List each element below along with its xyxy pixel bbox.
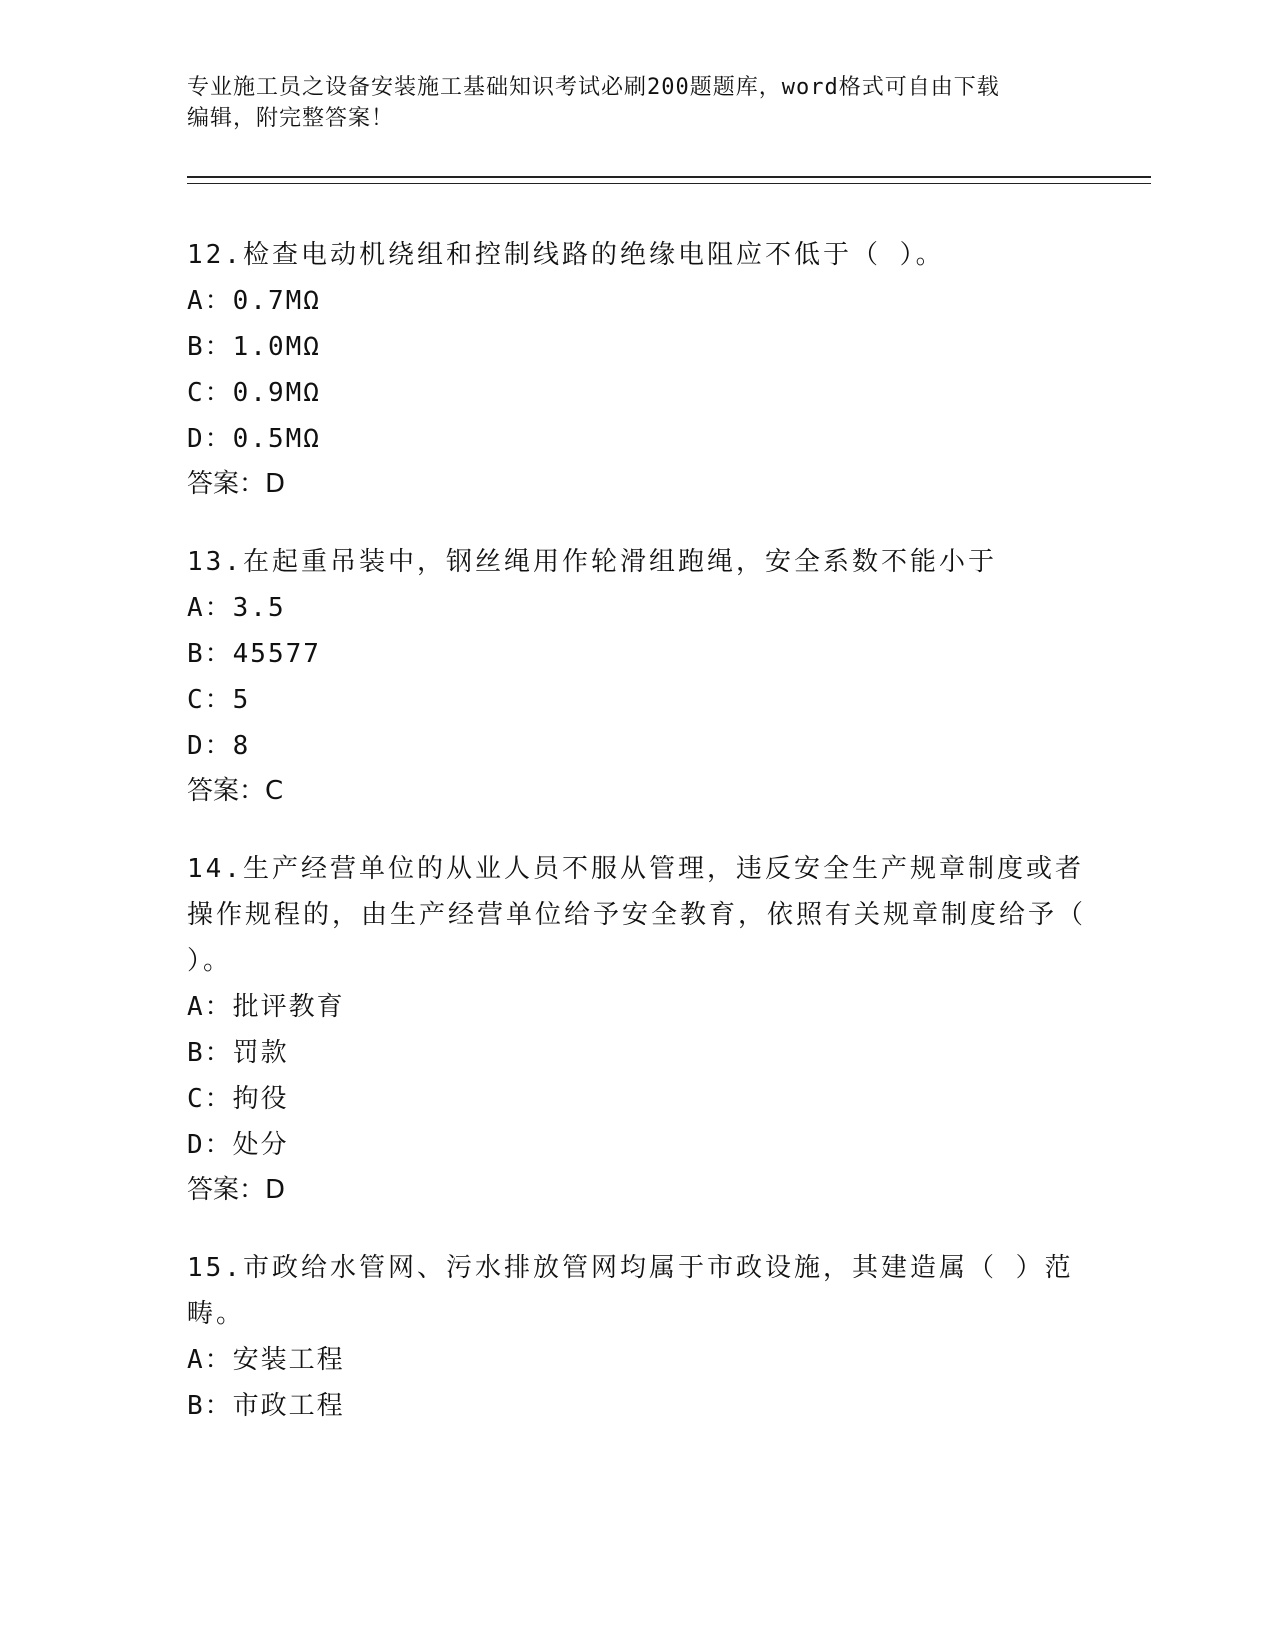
question-stem: 14.生产经营单位的从业人员不服从管理，违反安全生产规章制度或者操作规程的，由生产经营单位给予安全教育，依照有关规章制度给予（ ）。 [187,854,1087,976]
document-header [187,72,1067,134]
option-c: C：拘役 [187,1084,289,1114]
answer-line: 答案：C [187,776,284,806]
header-title-line-2: 编辑，附完整答案！ [187,106,395,131]
question-list [187,232,1097,1462]
answer-line: 答案：D [187,469,286,499]
option-d: D：8 [187,731,251,761]
question-13 [187,539,1097,813]
option-d: D：处分 [187,1130,289,1160]
option-a: A：安装工程 [187,1345,345,1375]
option-b: B：1.0MΩ [187,332,321,362]
option-d: D：0.5MΩ [187,424,321,454]
option-a: A：0.7MΩ [187,286,321,316]
question-15 [187,1245,1097,1429]
question-12 [187,232,1097,506]
question-stem: 15.市政给水管网、污水排放管网均属于市政设施，其建造属（ ）范畴。 [187,1253,1074,1329]
option-b: B：市政工程 [187,1391,345,1421]
question-stem: 13.在起重吊装中，钢丝绳用作轮滑组跑绳，安全系数不能小于 [187,547,997,577]
header-divider [187,176,1151,184]
question-14 [187,846,1097,1212]
header-title-line-1: 专业施工员之设备安装施工基础知识考试必刷200题题库，word格式可自由下载 [187,75,1000,100]
option-b: B：45577 [187,639,321,669]
option-a: A：批评教育 [187,992,345,1022]
option-c: C：0.9MΩ [187,378,321,408]
option-c: C：5 [187,685,251,715]
question-stem: 12.检查电动机绕组和控制线路的绝缘电阻应不低于（ ）。 [187,240,945,270]
option-b: B：罚款 [187,1038,289,1068]
answer-line: 答案：D [187,1175,286,1205]
option-a: A：3.5 [187,593,286,623]
